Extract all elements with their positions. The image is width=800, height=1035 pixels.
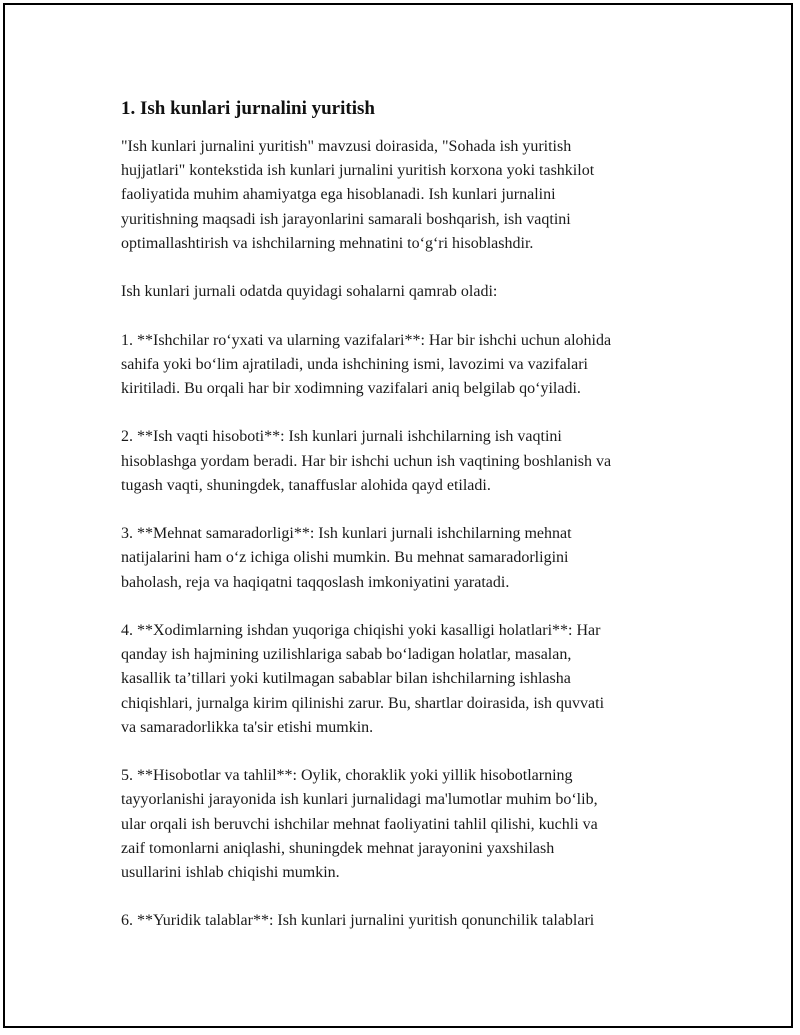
paragraph-list bbox=[121, 135, 701, 934]
document-content bbox=[121, 97, 701, 958]
paragraph bbox=[121, 329, 701, 402]
paragraph-line: baholash, reja va haqiqatni taqqoslash imkoniyatini yaratadi. bbox=[121, 573, 510, 591]
paragraph-line: faoliyatida muhim ahamiyatga ega hisoblanadi. Ish kunlari jurnalini bbox=[121, 186, 556, 204]
paragraph-line: tugash vaqti, shuningdek, tanaffuslar alohida qayd etiladi. bbox=[121, 476, 491, 494]
paragraph bbox=[121, 522, 701, 595]
paragraph-line: va samaradorlikka ta'sir etishi mumkin. bbox=[121, 718, 374, 736]
paragraph-line: "Ish kunlari jurnalini yuritish" mavzusi doirasida, "Sohada ish yuritish bbox=[121, 138, 572, 155]
paragraph bbox=[121, 764, 701, 885]
paragraph-line: ular orqali ish beruvchi ishchilar mehnat faoliyatini tahlil qilishi, kuchli va bbox=[121, 815, 598, 833]
paragraph bbox=[121, 135, 701, 256]
paragraph-line: 6. **Yuridik talablar**: Ish kunlari jurnalini yuritish qonunchilik talablari bbox=[121, 912, 595, 930]
paragraph-line: 4. **Xodimlarning ishdan yuqoriga chiqishi yoki kasalligi holatlari**: Har bbox=[121, 621, 601, 639]
paragraph-line: kasallik ta’tillari yoki kutilmagan sabablar bilan ishchilarning ishlasha bbox=[121, 670, 571, 688]
paragraph-line: 3. **Mehnat samaradorligi**: Ish kunlari jurnali ishchilarning mehnat bbox=[121, 525, 572, 543]
paragraph-line: hisoblashga yordam beradi. Har bir ishchi uchun ish vaqtining boshlanish va bbox=[121, 452, 612, 470]
paragraph-line: sahifa yoki bo‘lim ajratiladi, unda ishchining ismi, lavozimi va vazifalari bbox=[121, 355, 588, 373]
paragraph bbox=[121, 280, 701, 304]
paragraph-line: hujjatlari" kontekstida ish kunlari jurnalini yuritish korxona yoki tashkilot bbox=[121, 162, 595, 180]
paragraph-line: tayyorlanishi jarayonida ish kunlari jurnalidagi ma'lumotlar muhim bo‘lib, bbox=[121, 791, 598, 809]
paragraph-line: 2. **Ish vaqti hisoboti**: Ish kunlari jurnali ishchilarning ish vaqtini bbox=[121, 428, 562, 446]
paragraph-line: 5. **Hisobotlar va tahlil**: Oylik, choraklik yoki yillik hisobotlarning bbox=[121, 767, 573, 785]
paragraph bbox=[121, 619, 701, 740]
paragraph bbox=[121, 909, 701, 933]
paragraph-line: qanday ish hajmining uzilishlariga sabab bo‘ladigan holatlar, masalan, bbox=[121, 646, 572, 664]
paragraph-line: usullarini ishlab chiqishi mumkin. bbox=[121, 864, 340, 881]
paragraph-line: Ish kunlari jurnali odatda quyidagi sohalarni qamrab oladi: bbox=[121, 283, 498, 301]
paragraph-line: kiritiladi. Bu orqali har bir xodimning vazifalari aniq belgilab qo‘yiladi. bbox=[121, 380, 581, 397]
paragraph-line: 1. **Ishchilar ro‘yxati va ularning vazifalari**: Har bir ishchi uchun alohida bbox=[121, 331, 612, 349]
paragraph-line: yuritishning maqsadi ish jarayonlarini samarali boshqarish, ish vaqtini bbox=[121, 210, 571, 228]
paragraph bbox=[121, 425, 701, 498]
section-heading: 1. Ish kunlari jurnalini yuritish bbox=[121, 98, 375, 119]
paragraph-line: optimallashtirish va ishchilarning mehnatini to‘g‘ri hisoblashdir. bbox=[121, 234, 534, 252]
paragraph-line: zaif tomonlarni aniqlashi, shuningdek mehnat jarayonini yaxshilash bbox=[121, 839, 555, 857]
document-page bbox=[3, 3, 793, 1028]
paragraph-line: chiqishlari, jurnalga kirim qilinishi zarur. Bu, shartlar doirasida, ish quvvati bbox=[121, 694, 605, 712]
paragraph-line: natijalarini ham o‘z ichiga olishi mumkin. Bu mehnat samaradorligini bbox=[121, 549, 569, 567]
